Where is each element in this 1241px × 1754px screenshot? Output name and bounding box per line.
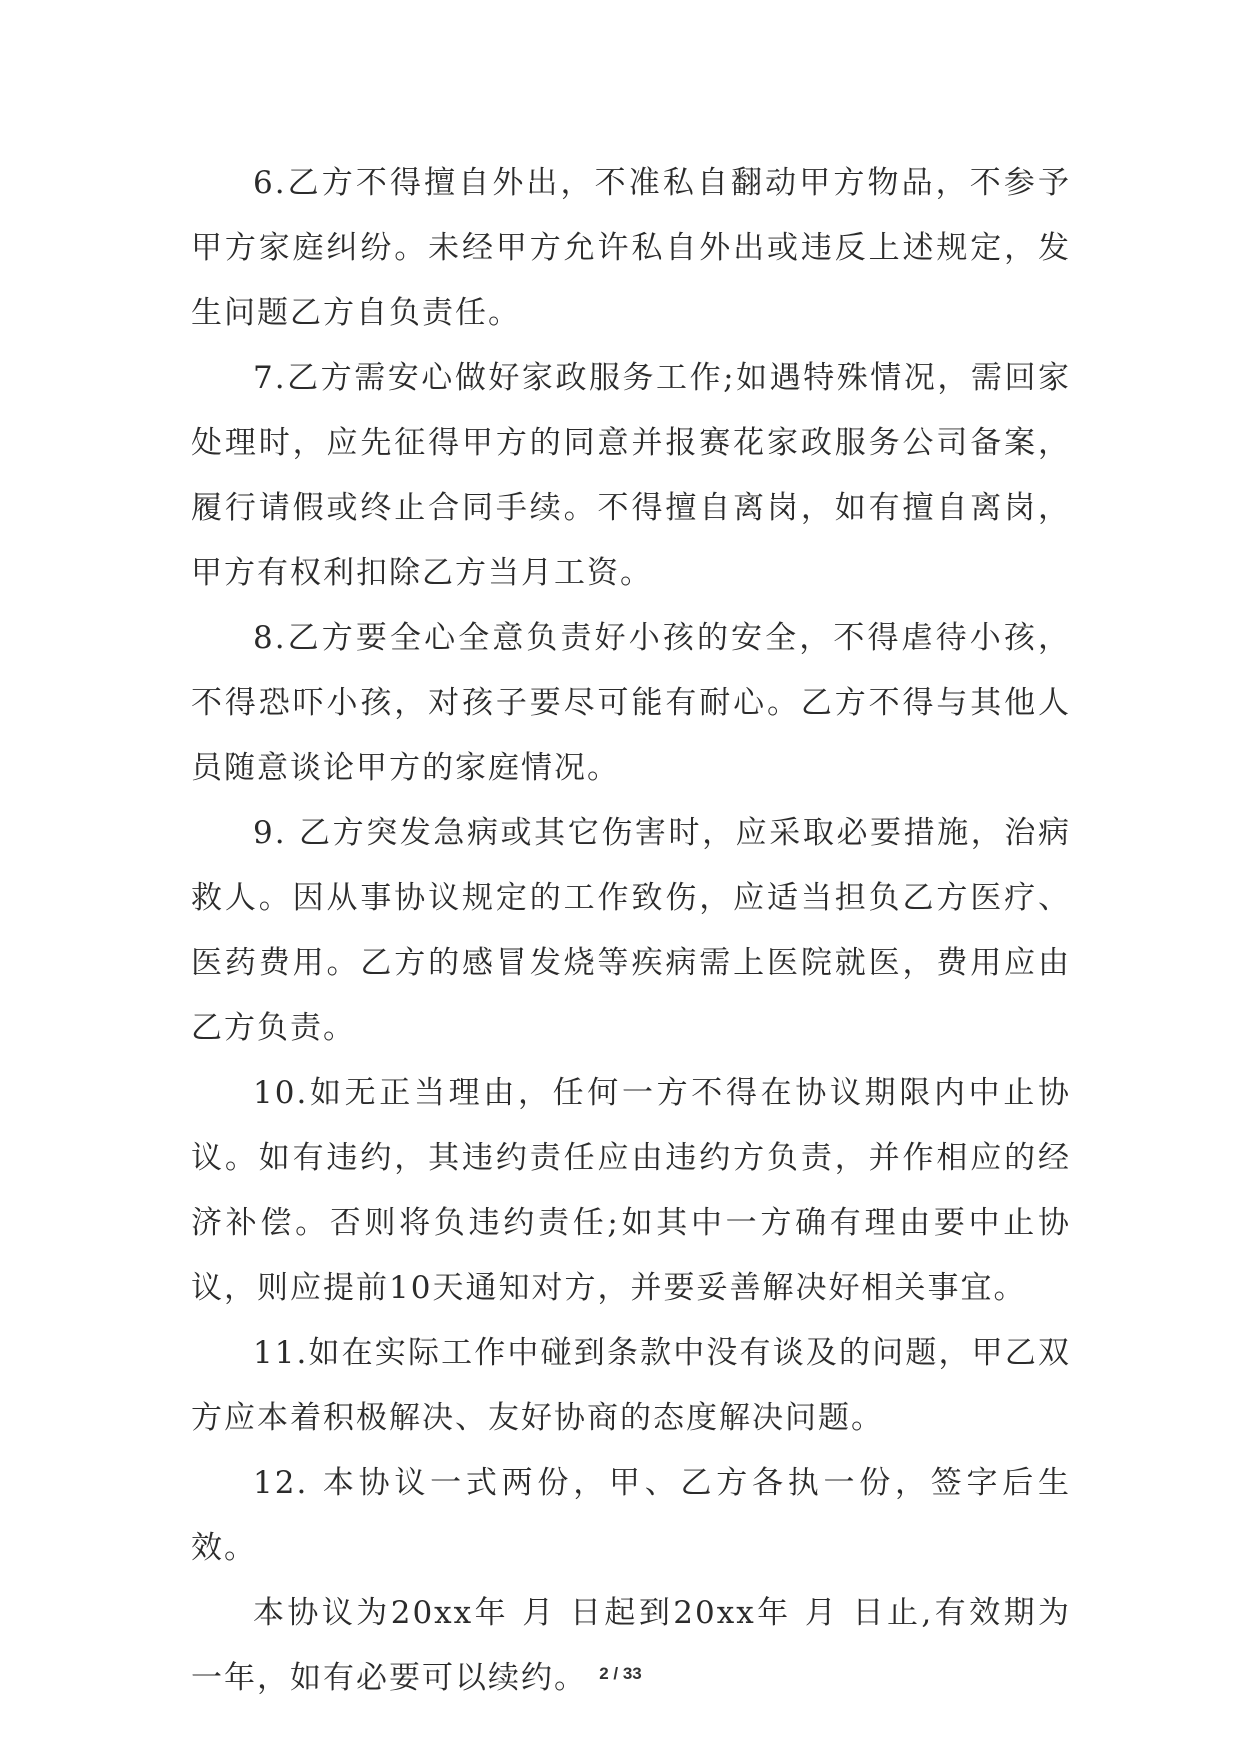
clause-11: 11.如在实际工作中碰到条款中没有谈及的问题，甲乙双方应本着积极解决、友好协商的态度解决问题。 <box>191 1335 1071 1436</box>
document-body <box>191 151 1071 1711</box>
clause-7: 7.乙方需安心做好家政服务工作;如遇特殊情况，需回家处理时，应先征得甲方的同意并报赛花家政服务公司备案，履行请假或终止合同手续。不得擅自离岗，如有擅自离岗，甲方有权利扣除乙方当月工资。 <box>191 360 1071 591</box>
clause-8: 8.乙方要全心全意负责好小孩的安全，不得虐待小孩，不得恐吓小孩，对孩子要尽可能有耐心。乙方不得与其他人员随意谈论甲方的家庭情况。 <box>191 620 1071 786</box>
page-number: 2 / 33 <box>599 1664 642 1683</box>
clause-6: 6.乙方不得擅自外出，不准私自翻动甲方物品，不参予甲方家庭纠纷。未经甲方允许私自外出或违反上述规定，发生问题乙方自负责任。 <box>191 165 1071 331</box>
clause-9: 9. 乙方突发急病或其它伤害时，应采取必要措施，治病救人。因从事协议规定的工作致伤，应适当担负乙方医疗、医药费用。乙方的感冒发烧等疾病需上医院就医，费用应由乙方负责。 <box>191 815 1071 1046</box>
validity-paragraph: 本协议为20xx年 月 日起到20xx年 月 日止,有效期为一年，如有必要可以续约。 <box>191 1595 1071 1696</box>
clause-10: 10.如无正当理由，任何一方不得在协议期限内中止协议。如有违约，其违约责任应由违约方负责，并作相应的经济补偿。否则将负违约责任;如其中一方确有理由要中止协议，则应提前10天通知对方，并要妥善解决好相关事宜。 <box>191 1075 1071 1306</box>
clause-12: 12. 本协议一式两份，甲、乙方各执一份，签字后生效。 <box>191 1465 1071 1566</box>
